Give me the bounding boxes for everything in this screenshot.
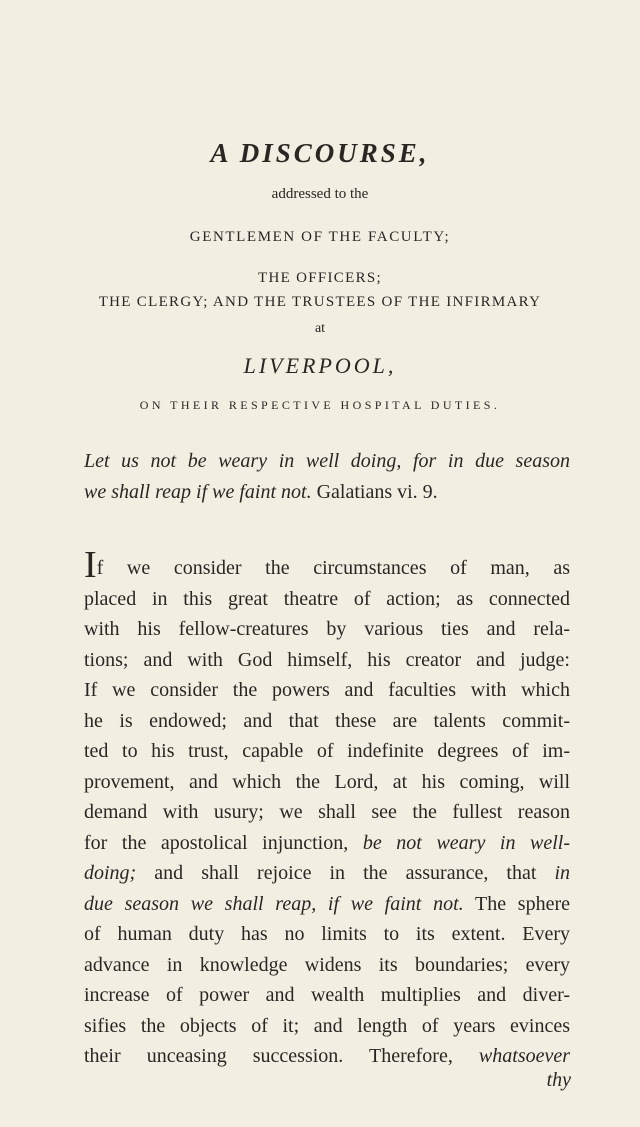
city-line: LIVERPOOL, (243, 353, 397, 378)
body-line: he is endowed; and that these are talents commit- (84, 709, 570, 732)
drop-cap: I (84, 544, 97, 586)
body-line: demand with usury; we shall see the fullest reason (84, 801, 570, 823)
body-line: for the apostolical injunction, be not weary in well- (84, 831, 571, 854)
body-line: placed in this great theatre of action; as connected (84, 587, 570, 610)
verse-line (84, 446, 570, 477)
body-line: provement, and which the Lord, at his coming, will (84, 770, 570, 793)
body-line: ted to his trust, capable of indefinite degrees of im- (84, 740, 570, 762)
body-line: their unceasing succession. Therefore, whatsoever (84, 1045, 571, 1067)
body-line: due season we shall reap, if we faint not. The sphere (84, 892, 570, 915)
officers-line: THE OFFICERS; (257, 270, 382, 286)
scripture-verse (84, 446, 570, 507)
verse-line (84, 477, 570, 508)
verse-italic: we shall reap if we faint not. (84, 480, 312, 503)
verse-italic: Let us not be weary in well doing, for in due season (84, 450, 570, 472)
body-line: advance in knowledge widens its boundaries; every (84, 953, 570, 976)
addressed-line: addressed to the (271, 186, 369, 202)
body-paragraph (84, 544, 571, 1072)
body-line: with his fellow-creatures by various ties and rela- (84, 618, 570, 640)
clergy-line: THE CLERGY; AND THE TRUSTEES OF THE INFIRMARY (98, 294, 542, 310)
catchword: thy (546, 1069, 571, 1091)
body-line: If we consider the powers and faculties with which (84, 679, 570, 701)
body-line: sifies the objects of it; and length of years evinces (84, 1014, 570, 1037)
at-line: at (314, 321, 326, 336)
body-line: If we consider the circumstances of man, as (84, 544, 570, 586)
body-line: of human duty has no limits to its extent. Every (84, 923, 570, 945)
verse-reference: Galatians vi. 9. (316, 480, 438, 503)
body-line: doing; and shall rejoice in the assurance, that in (84, 862, 571, 884)
duties-line: ON THEIR RESPECTIVE HOSPITAL DUTIES. (139, 398, 501, 412)
discourse-title: A DISCOURSE, (210, 138, 430, 168)
faculty-line: GENTLEMEN OF THE FACULTY; (189, 229, 451, 245)
body-line: tions; and with God himself, his creator and judge: (84, 648, 570, 671)
body-line: increase of power and wealth multiplies and diver- (84, 984, 570, 1006)
